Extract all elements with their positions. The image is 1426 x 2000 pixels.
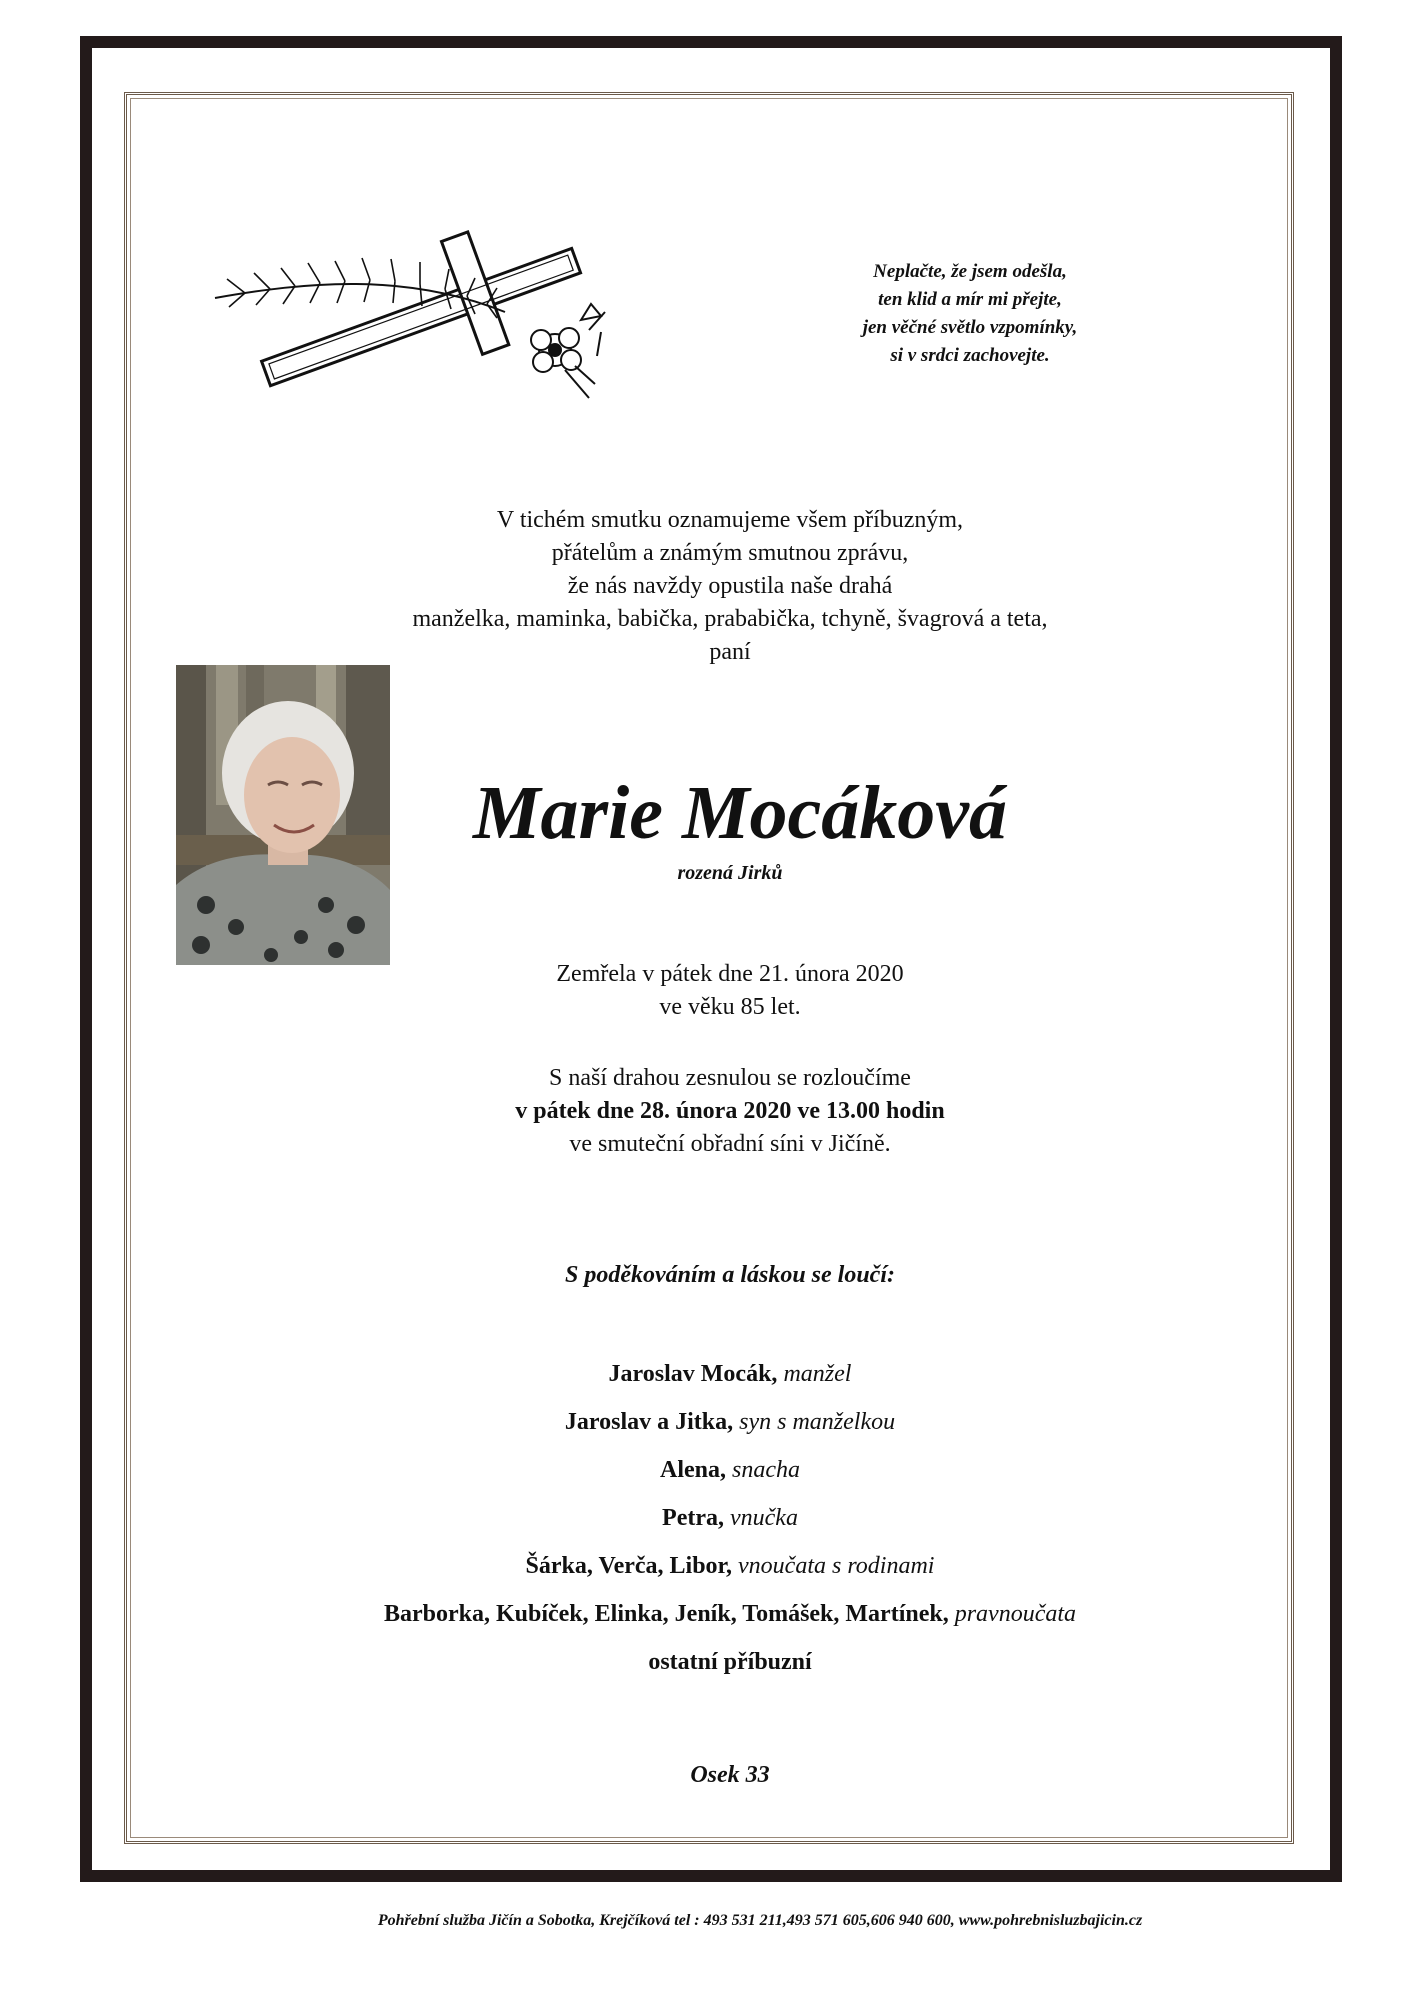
poem-line: Neplačte, že jsem odešla, (873, 261, 1067, 282)
announcement-line: že nás navždy opustila naše drahá (567, 573, 893, 599)
mourners-list (230, 1350, 1230, 1686)
family-address: Osek 33 (690, 1762, 770, 1788)
announcement-line: manželka, maminka, babička, prababička, tchyně, švagrová a teta, (412, 606, 1048, 632)
mourner-relation: pravnoučata (948, 1601, 1077, 1627)
mourner-row (230, 1398, 1230, 1446)
poem-line: jen věčné světlo vzpomínky, (862, 317, 1078, 338)
mourner-relation: vnoučata s rodinami (732, 1553, 935, 1579)
announcement-line: paní (709, 639, 751, 665)
mourner-names: ostatní příbuzní (648, 1649, 812, 1675)
farewell-datetime: v pátek dne 28. února 2020 ve 13.00 hodin (515, 1098, 945, 1124)
mourner-row (230, 1542, 1230, 1590)
poem (790, 258, 1150, 370)
poem-line: si v srdci zachovejte. (890, 345, 1050, 366)
mourner-row (230, 1494, 1230, 1542)
mourner-names: Barborka, Kubíček, Elinka, Jeník, Tomášek, Martínek, (383, 1601, 949, 1627)
farewell-intro: S naší drahou zesnulou se rozloučíme (549, 1065, 911, 1091)
announcement-line: přátelům a známým smutnou zprávu, (551, 540, 909, 566)
mourner-row (230, 1638, 1230, 1686)
deceased-name: Marie Mocáková (472, 771, 1008, 855)
announcement-line: V tichém smutku oznamujeme všem příbuzným, (496, 507, 964, 533)
mourner-relation: vnučka (724, 1505, 798, 1531)
mourner-names: Petra, (662, 1505, 724, 1531)
funeral-service-footer: Pohřební služba Jičín a Sobotka, Krejčíková tel : 493 531 211,493 571 605,606 940 600, www.pohrebnisluzbajicin.cz (377, 1912, 1143, 1929)
mourner-names: Jaroslav Mocák, (608, 1361, 778, 1387)
mourner-row (230, 1590, 1230, 1638)
death-date: Zemřela v pátek dne 21. února 2020 (556, 961, 904, 987)
portrait-photo (176, 665, 390, 965)
poem-line: ten klid a mír mi přejte, (878, 289, 1062, 310)
death-age: ve věku 85 let. (659, 994, 801, 1020)
announcement-text (300, 504, 1160, 669)
maiden-name: rozená Jirků (677, 862, 783, 884)
farewell-place: ve smuteční obřadní síni v Jičíně. (569, 1131, 891, 1157)
mourner-row (230, 1350, 1230, 1398)
death-info (430, 958, 1030, 1024)
cross-palm-emblem (205, 220, 625, 410)
thanks-heading: S poděkováním a láskou se loučí: (564, 1262, 895, 1288)
farewell-info (330, 1062, 1130, 1161)
mourner-relation: syn s manželkou (733, 1409, 896, 1435)
mourner-names: Jaroslav a Jitka, (564, 1409, 734, 1435)
mourner-names: Alena, (660, 1457, 726, 1483)
mourner-relation: snacha (726, 1457, 800, 1483)
mourner-names: Šárka, Verča, Libor, (525, 1553, 733, 1579)
mourner-relation: manžel (777, 1361, 852, 1387)
mourner-row (230, 1446, 1230, 1494)
